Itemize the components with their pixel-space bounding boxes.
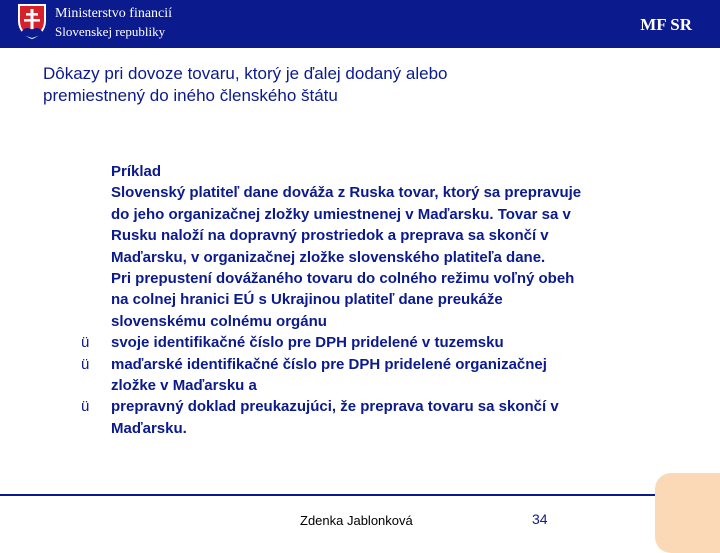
body-line: Maďarsku, v organizačnej zložke slovenského platiteľa dane. bbox=[111, 248, 546, 266]
body-line: Rusku naloží na dopravný prostriedok a preprava sa skončí v bbox=[111, 227, 549, 245]
checklist-item bbox=[81, 332, 701, 353]
checkmark-icon: ü bbox=[81, 355, 90, 373]
slide-title-line2: premiestnený do iného členského štátu bbox=[43, 86, 338, 105]
footer-divider bbox=[0, 494, 720, 496]
body-line: do jeho organizačnej zložky umiestnenej v Maďarsku. Tovar sa v bbox=[111, 205, 571, 223]
brand-label: MF SR bbox=[640, 15, 692, 34]
corner-decoration bbox=[655, 473, 720, 553]
checklist-item-text: Maďarsku. bbox=[111, 419, 187, 437]
body-line: Príklad bbox=[111, 163, 162, 180]
page-number: 34 bbox=[532, 511, 548, 527]
body-line: na colnej hranici EÚ s Ukrajinou platiteľ dane preukáže bbox=[111, 291, 503, 309]
checklist-item bbox=[81, 396, 701, 439]
checkmark-icon: ü bbox=[81, 334, 90, 352]
slovak-coat-of-arms-icon bbox=[17, 3, 47, 39]
checklist-item-text: maďarské identifikačné číslo pre DPH pridelené organizačnej bbox=[111, 355, 547, 373]
ministry-name bbox=[55, 5, 172, 41]
slide-title-line1: Dôkazy pri dovoze tovaru, ktorý je ďalej dodaný alebo bbox=[43, 64, 448, 83]
body-line: slovenskému colnému orgánu bbox=[111, 312, 327, 330]
ministry-name-line1: Ministerstvo financií bbox=[55, 6, 173, 21]
checklist-item-text: zložke v Maďarsku a bbox=[111, 377, 257, 395]
slide-body bbox=[81, 161, 701, 439]
slide-title bbox=[43, 63, 663, 107]
header-bar bbox=[0, 0, 720, 48]
body-line: Slovenský platiteľ dane dováža z Ruska tovar, ktorý sa prepravuje bbox=[111, 184, 582, 202]
footer-author: Zdenka Jablonková bbox=[300, 513, 413, 528]
checklist-item bbox=[81, 354, 701, 397]
checklist bbox=[81, 332, 701, 439]
ministry-name-line2: Slovenskej republiky bbox=[55, 24, 166, 39]
checklist-item-text: svoje identifikačné číslo pre DPH pridelené v tuzemsku bbox=[111, 334, 504, 352]
body-line: Pri prepustení dovážaného tovaru do colného režimu voľný obeh bbox=[111, 270, 575, 288]
checkmark-icon: ü bbox=[81, 398, 90, 416]
checklist-item-text: prepravný doklad preukazujúci, že preprava tovaru sa skončí v bbox=[111, 398, 559, 416]
